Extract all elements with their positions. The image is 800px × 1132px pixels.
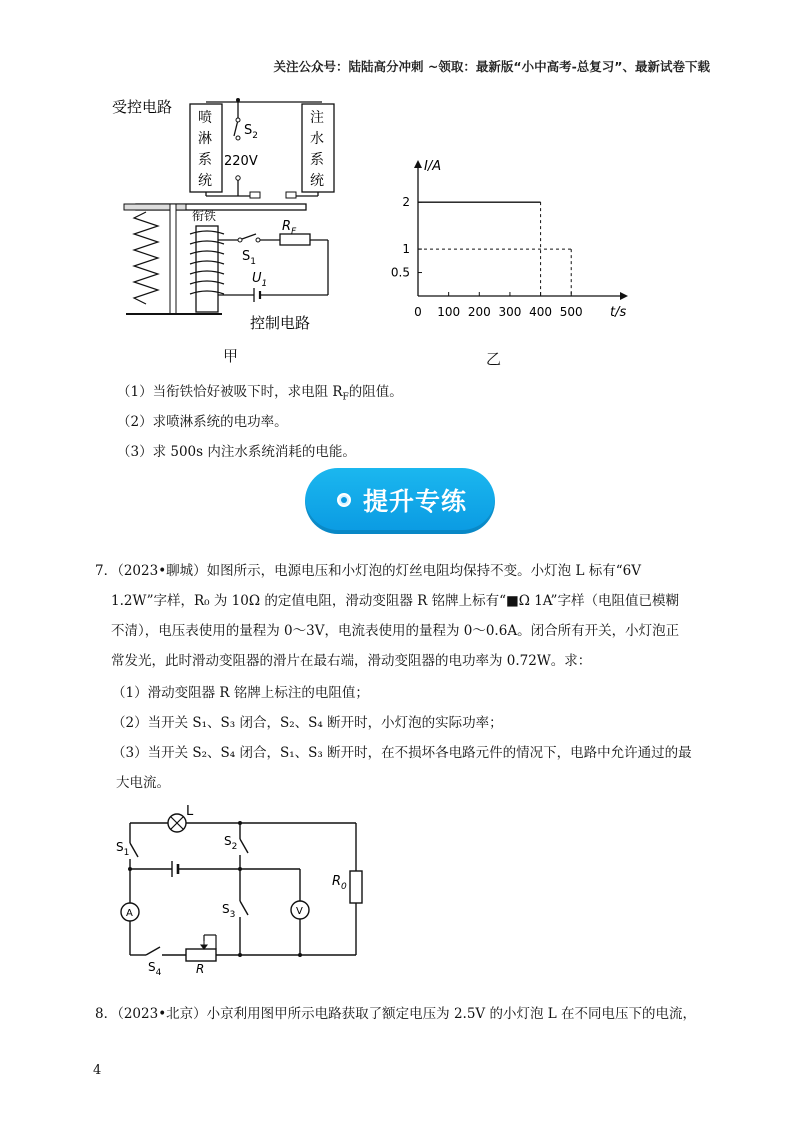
- junction-top: [236, 98, 240, 102]
- search-icon: [335, 491, 355, 511]
- page-number: 4: [93, 1063, 102, 1078]
- switch-s3: [240, 901, 248, 915]
- r0-label: $R_0$: [332, 874, 347, 892]
- q7-circuit: [110, 804, 370, 978]
- s1-label: $S_1$: [116, 840, 130, 858]
- resistor-r0: [350, 871, 362, 903]
- armature-label: 衔铁: [192, 209, 217, 223]
- page-header: 关注公众号：陆陆高分冲刺 ~领取：最新版“小中高考-总复习”、最新试卷下载: [273, 59, 710, 74]
- q7-subquestions: （1）滑动变阻器 R 铭牌上标注的电阻值； （2）当开关 S₁、S₃ 闭合，S₂、S₄ 断开时，小灯泡的实际功率； （3）当开关 S₂、S₄ 闭合，S₁、S₃ 断开时，在不损坏各电路元件的情况下，电路中允许通过的最 大电流。: [112, 685, 692, 791]
- s2-label: $S_2$: [244, 123, 258, 141]
- support-post: [170, 204, 176, 314]
- x-axis-label: t/s: [610, 305, 627, 320]
- y-tick-label: 1: [402, 242, 410, 257]
- svg-text:统: 统: [310, 173, 324, 189]
- figure-yi-chart: [380, 159, 627, 330]
- banner-label: 提升专练: [363, 487, 468, 516]
- s2-label: $S_2$: [224, 834, 238, 852]
- control-circuit-label: 控制电路: [250, 314, 311, 332]
- electromagnet-core: [196, 226, 218, 312]
- controlled-circuit-title: 受控电路: [112, 98, 173, 116]
- y-axis-label: I/A: [424, 159, 442, 174]
- svg-text:系: 系: [198, 152, 212, 168]
- u1-label: $U_1$: [252, 271, 268, 289]
- s1-label: $S_1$: [242, 249, 256, 267]
- svg-text:A: A: [126, 908, 133, 919]
- figure-jia-circuit: [110, 92, 350, 342]
- switch-s4: [146, 947, 160, 955]
- x-axis-arrow: [620, 292, 628, 300]
- caption-yi: 乙: [486, 350, 502, 368]
- switch-s1: [242, 234, 256, 239]
- rheostat-r: [186, 949, 216, 961]
- q6-item-3: （3）求 500s 内注水系统消耗的电能。: [117, 444, 356, 460]
- y-axis-arrow: [414, 160, 422, 168]
- switch-s2: [240, 839, 248, 853]
- q6-item-2: （2）求喷淋系统的电功率。: [117, 414, 288, 430]
- switch-s1: [130, 843, 138, 857]
- practice-banner: [305, 468, 495, 534]
- voltage-label: 220V: [224, 154, 258, 169]
- spring: [134, 212, 158, 304]
- caption-jia: 甲: [223, 347, 239, 365]
- svg-text:V: V: [296, 906, 303, 917]
- s3-label: $S_3$: [222, 902, 236, 920]
- s4-label: $S_4$: [148, 960, 162, 978]
- question-7: 7．（2023•聊城）如图所示，电源电压和小灯泡的灯丝电阻均保持不变。小灯泡 L 标有“6V 1.2W”字样，R₀ 为 10Ω 的定值电阻，滑动变阻器 R 铭牌上标有“■Ω 1A”字样（电阻值已模糊 不清），电压表使用的量程为 0～3V，电流表使用的量程为 0～0.6A。闭合所有开关，小灯泡正 常发光，此时滑动变阻器的滑片在最右端，滑动变阻器的电功率为 0.72W。求：: [95, 563, 680, 669]
- r-label: R: [196, 962, 205, 976]
- lamp-label: L: [186, 804, 194, 819]
- y-tick-label: 0.5: [390, 265, 410, 280]
- rf-label: $R_F$: [282, 219, 297, 237]
- svg-text:水: 水: [310, 131, 324, 147]
- y-tick-label: 2: [402, 195, 410, 210]
- svg-text:注: 注: [310, 110, 324, 126]
- svg-text:喷: 喷: [198, 110, 212, 126]
- q6-item-1: （1）当衔铁恰好被吸下时，求电阻 $R_F$的阻值。: [117, 384, 403, 403]
- x-tick-label: 200: [467, 305, 491, 319]
- svg-text:系: 系: [310, 152, 324, 168]
- x-tick-label: 300: [498, 305, 522, 319]
- x-tick-label: 400: [529, 305, 553, 319]
- question-8: 8．（2023•北京）小京利用图甲所示电路获取了额定电压为 2.5V 的小灯泡 L 在不同电压下的电流，: [95, 1006, 697, 1022]
- x-tick-label: 0: [414, 305, 422, 319]
- x-tick-label: 500: [559, 305, 583, 319]
- x-tick-label: 100: [437, 305, 461, 319]
- svg-text:统: 统: [198, 173, 212, 189]
- svg-text:淋: 淋: [198, 131, 212, 147]
